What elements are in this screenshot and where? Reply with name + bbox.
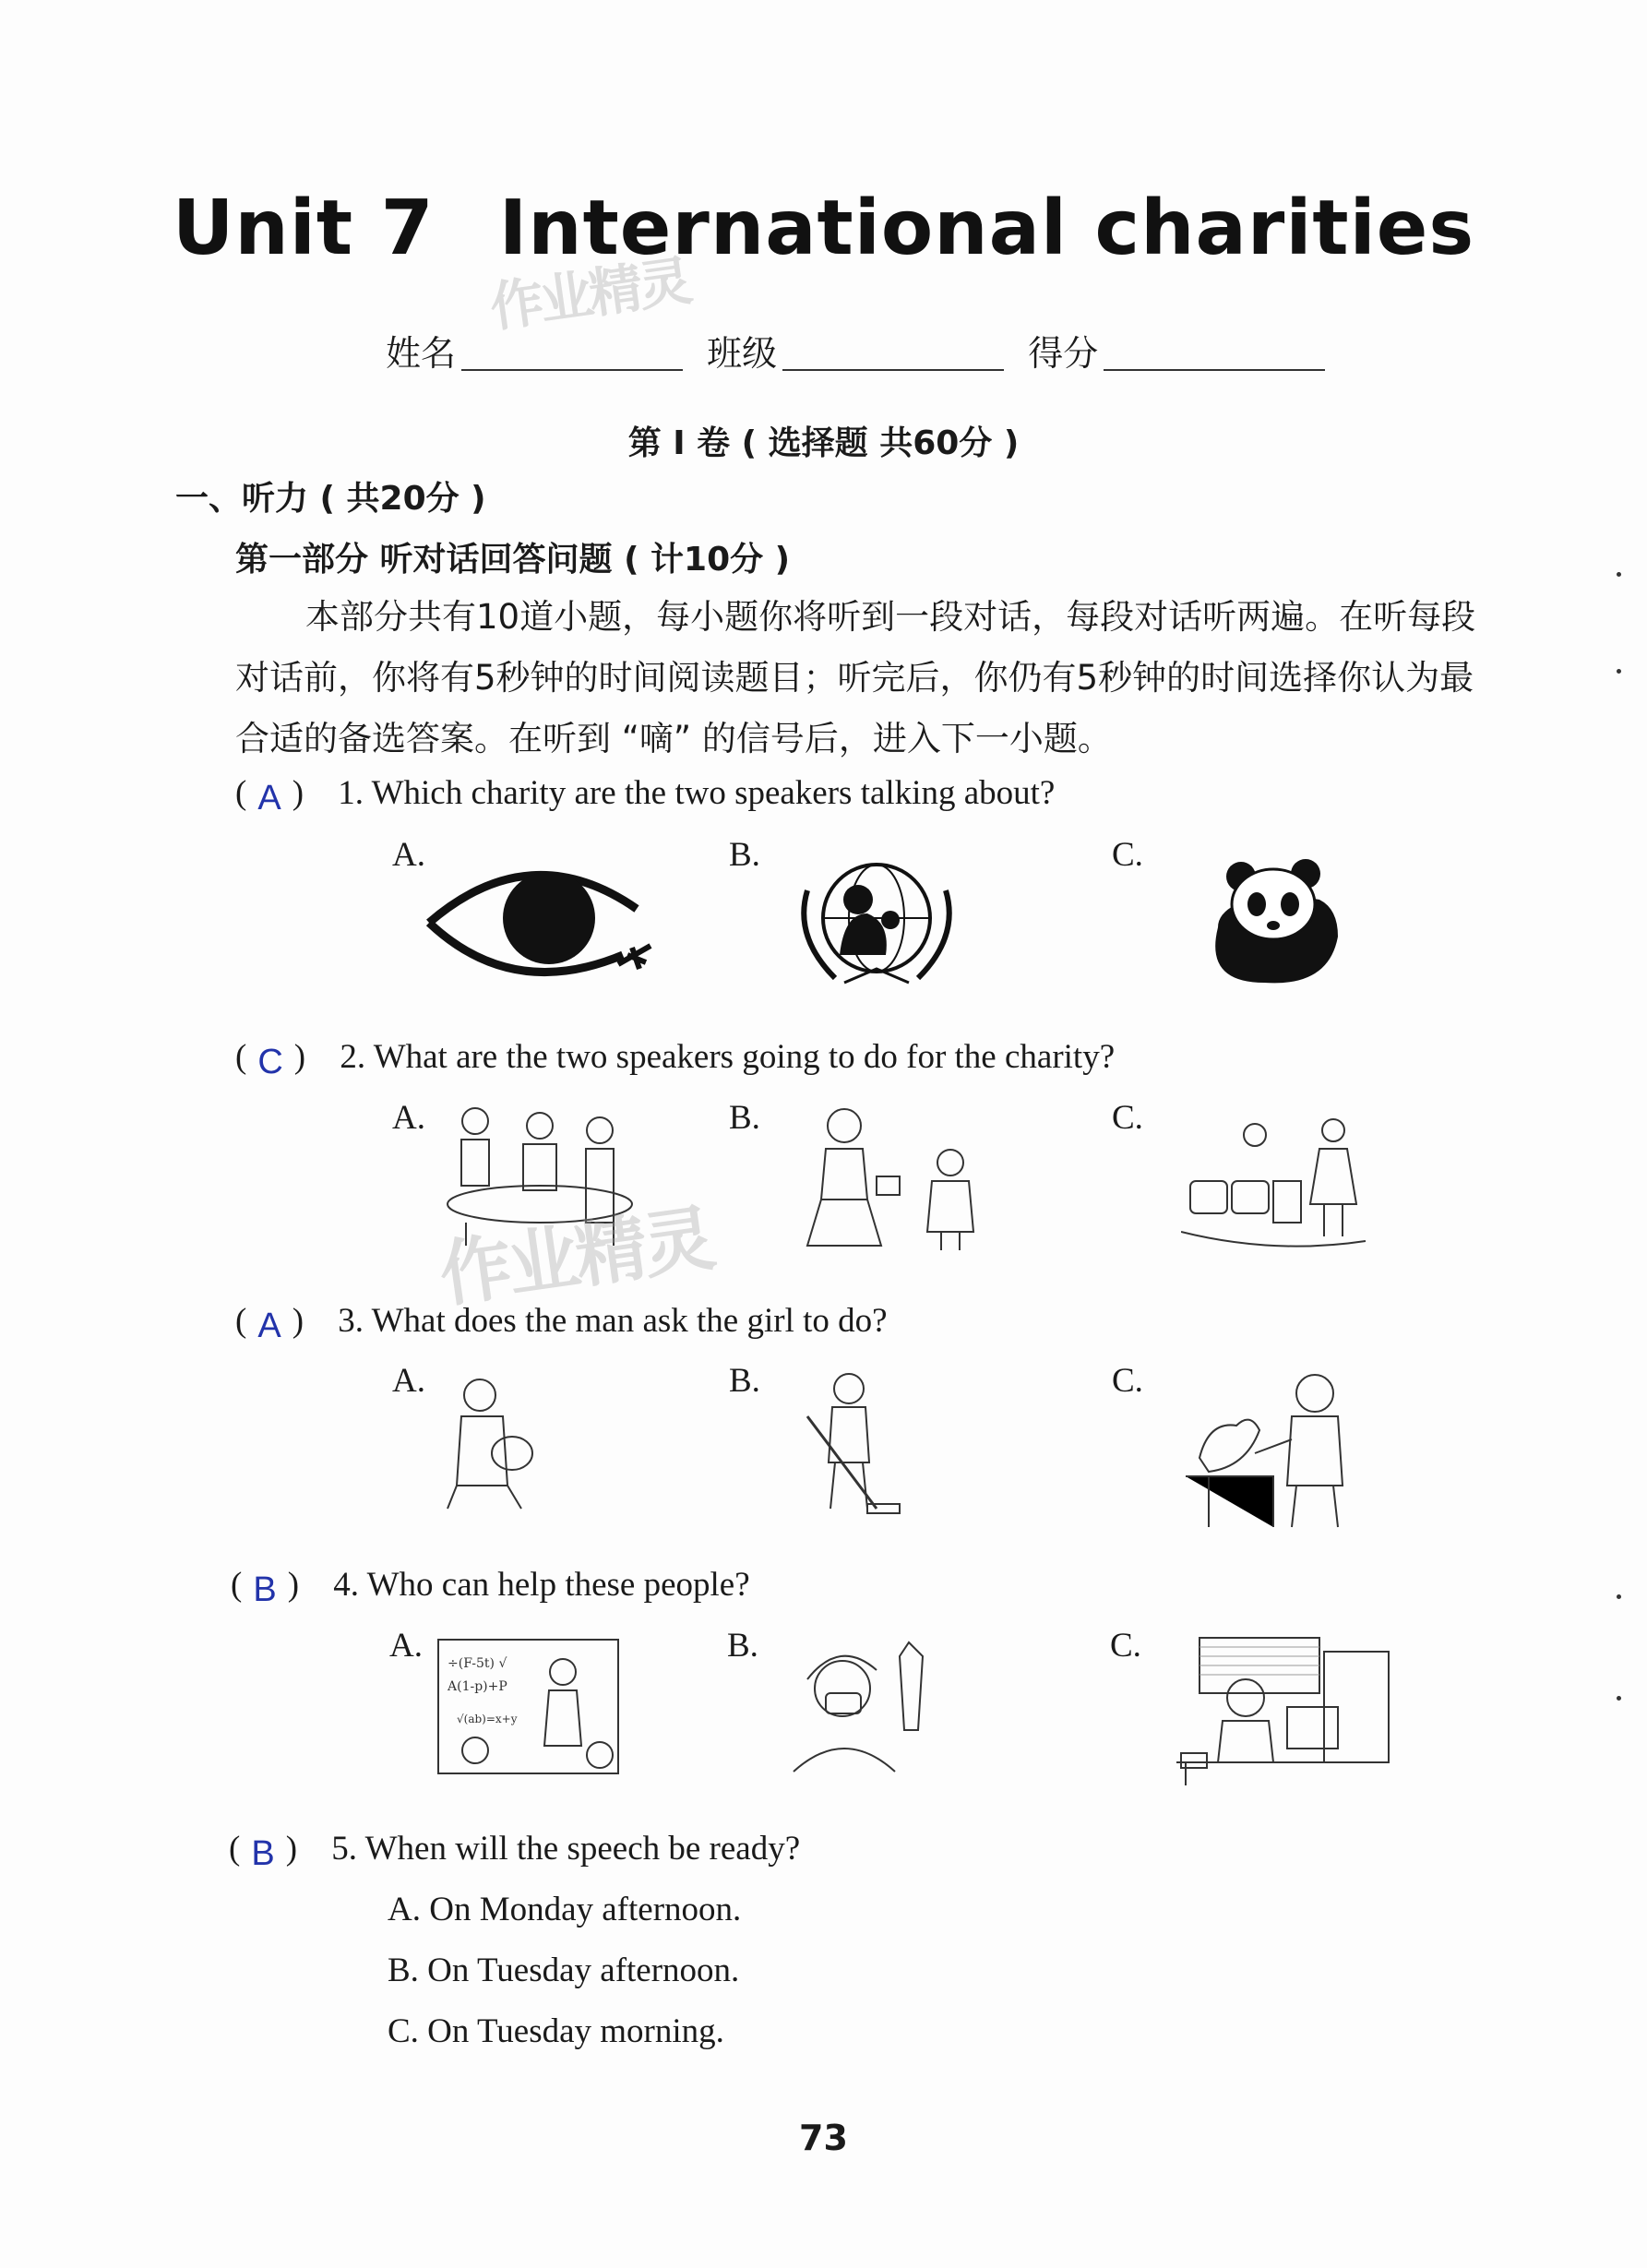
student-info-row — [386, 325, 1338, 376]
option-label: C. — [1112, 836, 1143, 874]
option-label: B. — [729, 1362, 760, 1400]
question-text: 4. Who can help these people? — [333, 1566, 750, 1604]
page-title — [0, 185, 1647, 272]
option-label: C. — [1112, 1099, 1143, 1137]
score-label: 得分 — [1028, 333, 1099, 374]
class-field[interactable] — [707, 325, 1004, 376]
name-blank[interactable] — [461, 336, 683, 371]
option-label: B. — [727, 1627, 758, 1665]
option-label: C. — [1112, 1362, 1143, 1400]
answer-mark[interactable]: A — [257, 1307, 281, 1345]
option-label: B. — [729, 836, 760, 874]
option-label: A. — [392, 1099, 425, 1137]
question-3 — [235, 1301, 888, 1345]
answer-paren-open: ( — [235, 1302, 247, 1340]
scan-speck — [1617, 669, 1621, 674]
question-text: 3. What does the man ask the girl to do? — [338, 1302, 888, 1340]
girl-feeding-cat-icon[interactable] — [1181, 1366, 1375, 1532]
option-a[interactable]: A. On Monday afternoon. — [388, 1891, 742, 1928]
option-label: A. — [392, 1362, 425, 1400]
question-text: 5. When will the speech be ready? — [331, 1830, 801, 1868]
answer-paren-close: ) — [292, 1302, 304, 1340]
giving-leaflet-icon[interactable] — [794, 1107, 997, 1255]
question-1 — [235, 773, 1056, 818]
score-field[interactable] — [1028, 325, 1325, 376]
svg-text:÷(F-5t) √: ÷(F-5t) √ — [448, 1656, 507, 1671]
doctor-with-mask-icon[interactable] — [789, 1638, 946, 1776]
score-blank[interactable] — [1104, 336, 1325, 371]
office-worker-at-computer-icon[interactable] — [1176, 1633, 1393, 1790]
part-title: 第 I 卷 ( 选择题 共60分 ) — [627, 424, 1020, 462]
band-performing-icon[interactable] — [1181, 1116, 1375, 1255]
answer-paren-open: ( — [231, 1566, 243, 1604]
name-field[interactable] — [386, 325, 683, 376]
answer-paren-close: ) — [287, 1566, 300, 1604]
question-text: 1. Which charity are the two speakers talking about? — [338, 774, 1056, 812]
unit-topic: International charities — [498, 185, 1475, 272]
option-label: A. — [392, 836, 425, 874]
svg-text:A(1-p)+P: A(1-p)+P — [448, 1679, 507, 1694]
answer-mark[interactable]: B — [251, 1834, 275, 1873]
scan-speck — [1617, 1594, 1621, 1599]
option-label: C. — [1110, 1627, 1141, 1665]
page-number: 73 — [799, 2118, 848, 2158]
watermark: 作业精灵 — [435, 1197, 717, 1319]
section-heading: 一、听力 ( 共20分 ) — [175, 480, 486, 518]
name-label: 姓名 — [386, 333, 457, 374]
unit-label: Unit 7 — [172, 185, 435, 272]
class-label: 班级 — [707, 333, 778, 374]
scan-speck — [1617, 1696, 1621, 1701]
answer-paren-close: ) — [292, 774, 304, 812]
svg-text:√(ab)=x+y: √(ab)=x+y — [457, 1713, 518, 1725]
answer-paren-close: ) — [285, 1830, 298, 1868]
eye-charity-logo-icon[interactable] — [420, 853, 660, 992]
girl-holding-baby-icon[interactable] — [434, 1375, 554, 1513]
instructions: 本部分共有10道小题，每小题你将听到一段对话，每段对话听两遍。在听每段对话前，你将有5秒钟的时间阅读题目；听完后，你仍有5秒钟的时间选择你认为最合适的备选答案。在听到 “嘀” 的信号后，进入下一小题。 — [235, 597, 1476, 758]
answer-mark[interactable]: A — [257, 779, 281, 818]
option-label: A. — [389, 1627, 423, 1665]
answer-paren-open: ( — [235, 1038, 247, 1076]
answer-paren-open: ( — [235, 774, 247, 812]
scan-speck — [1617, 572, 1621, 577]
wwf-panda-logo-icon[interactable] — [1199, 853, 1356, 992]
answer-mark[interactable]: C — [257, 1043, 283, 1081]
class-blank[interactable] — [782, 336, 1004, 371]
answer-paren-open: ( — [229, 1830, 241, 1868]
subsection-heading: 第一部分 听对话回答问题 ( 计10分 ) — [235, 541, 791, 579]
teacher-at-blackboard-icon[interactable] — [434, 1635, 623, 1778]
option-b[interactable]: B. On Tuesday afternoon. — [388, 1952, 740, 1989]
question-4 — [231, 1565, 750, 1609]
girl-mopping-floor-icon[interactable] — [784, 1370, 904, 1522]
option-c[interactable]: C. On Tuesday morning. — [388, 2012, 724, 2050]
unicef-logo-icon[interactable] — [789, 853, 964, 992]
question-text: 2. What are the two speakers going to do for the charity? — [340, 1038, 1116, 1076]
answer-mark[interactable]: B — [253, 1570, 277, 1609]
option-label: B. — [729, 1099, 760, 1137]
watermark: 作业精灵 — [486, 249, 693, 340]
answer-paren-close: ) — [293, 1038, 306, 1076]
question-5 — [229, 1829, 801, 1873]
question-2 — [235, 1037, 1116, 1081]
